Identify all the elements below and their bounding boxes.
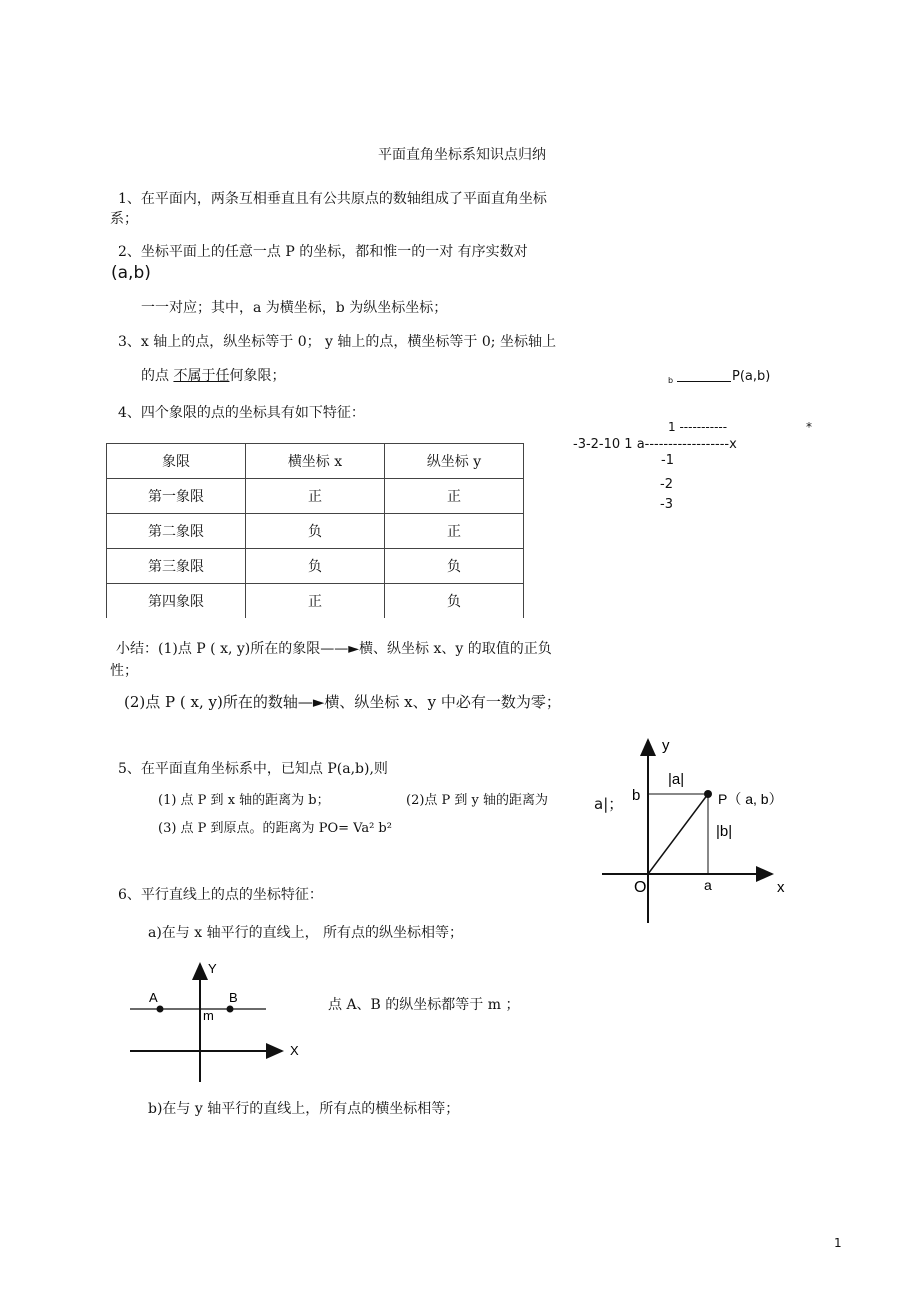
p5-item1: (1) 点 P 到 x 轴的距离为 b；: [158, 793, 330, 808]
x-label: X: [290, 1043, 299, 1058]
table-header: 纵坐标 y: [385, 444, 524, 479]
table-cell: 正: [385, 479, 524, 514]
p3-line2: 的点 不属于任何象限；: [141, 368, 286, 384]
table-header: 象限: [107, 444, 246, 479]
table-row: [107, 479, 524, 514]
p2-line1: 2、坐标平面上的任意一点 P 的坐标，都和惟一的一对 有序实数对: [118, 244, 528, 260]
summary-line1: 小结：(1)点 P ( x, y)所在的象限——►横、纵坐标 x、y 的取值的正负: [116, 641, 552, 657]
y-label: Y: [208, 961, 217, 976]
table-row: [107, 549, 524, 584]
garbled-star: *: [806, 420, 812, 434]
distance-line: [648, 794, 708, 874]
garbled-axis-line: -3-2-10 1 a------------------x: [573, 437, 737, 452]
point-label: P（ a, b）: [718, 791, 783, 807]
point-p: [704, 790, 712, 798]
y-label: y: [662, 737, 670, 754]
garbled-b-label: b: [668, 376, 674, 385]
page-title: 平面直角坐标系知识点归纳: [378, 147, 546, 163]
table-cell: 负: [385, 584, 524, 619]
origin-label: O: [634, 879, 647, 896]
p2-line3: 一一对应；其中，a 为横坐标，b 为纵坐标坐标；: [141, 300, 448, 316]
b-label: b: [632, 787, 641, 804]
point-b: [227, 1006, 234, 1013]
p6-b-line: b)在与 y 轴平行的直线上，所有点的横坐标相等；: [148, 1101, 460, 1117]
distance-diagram: [590, 728, 800, 928]
p5-item2-tail: a|；: [594, 795, 624, 813]
m-label: m: [203, 1008, 214, 1023]
parallel-line-diagram: [126, 958, 316, 1088]
table-cell: 正: [246, 479, 385, 514]
table-cell: 负: [246, 549, 385, 584]
p5-item3: (3) 点 P 到原点。的距离为 PO= Va² b²: [158, 821, 392, 836]
summary-line3: (2)点 P ( x, y)所在的数轴—►横、纵坐标 x、y 中必有一数为零；: [124, 693, 561, 711]
p6-a-note: 点 A、B 的纵坐标都等于 m ；: [328, 997, 520, 1013]
abs-b-label: |b|: [716, 823, 733, 840]
quadrant-table: [106, 443, 524, 618]
p6-a-line: a)在与 x 轴平行的直线上， 所有点的纵坐标相等；: [148, 925, 464, 941]
p2-pair: (a,b): [111, 263, 151, 283]
table-cell: 负: [385, 549, 524, 584]
table-cell: 负: [246, 514, 385, 549]
p5-item2: (2)点 P 到 y 轴的距离为: [406, 793, 549, 808]
garbled-underline: [677, 381, 731, 382]
point-a: [157, 1006, 164, 1013]
page-number: 1: [834, 1236, 842, 1250]
p5-line1: 5、在平面直角坐标系中，已知点 P(a,b),则: [118, 761, 388, 777]
table-cell: 第二象限: [107, 514, 246, 549]
garbled-n3: -3: [660, 497, 673, 512]
table-cell: 第四象限: [107, 584, 246, 619]
a-label: A: [149, 990, 158, 1005]
p1-line2: 系；: [110, 211, 138, 227]
p6-line1: 6、平行直线上的点的坐标特征：: [118, 887, 323, 903]
table-row: [107, 514, 524, 549]
abs-a-label: |a|: [668, 771, 685, 788]
summary-line2: 性；: [110, 663, 138, 679]
a-label: a: [704, 877, 712, 893]
x-label: x: [777, 879, 785, 896]
b-label: B: [229, 990, 238, 1005]
garbled-p-label: P(a,b): [732, 369, 771, 384]
p1-line1: 1、在平面内，两条互相垂直且有公共原点的数轴组成了平面直角坐标: [118, 191, 547, 207]
garbled-n1: -1: [661, 453, 674, 468]
table-row: [107, 584, 524, 619]
garbled-n2: -2: [660, 477, 673, 492]
table-cell: 正: [246, 584, 385, 619]
p4-line1: 4、四个象限的点的坐标具有如下特征：: [118, 405, 365, 421]
garbled-line-one: 1 -----------: [668, 420, 728, 434]
table-header-row: [107, 444, 524, 479]
table-header: 横坐标 x: [246, 444, 385, 479]
p3-line1: 3、x 轴上的点，纵坐标等于 0； y 轴上的点，横坐标等于 0; 坐标轴上: [118, 334, 556, 350]
table-cell: 第一象限: [107, 479, 246, 514]
table-cell: 正: [385, 514, 524, 549]
table-cell: 第三象限: [107, 549, 246, 584]
